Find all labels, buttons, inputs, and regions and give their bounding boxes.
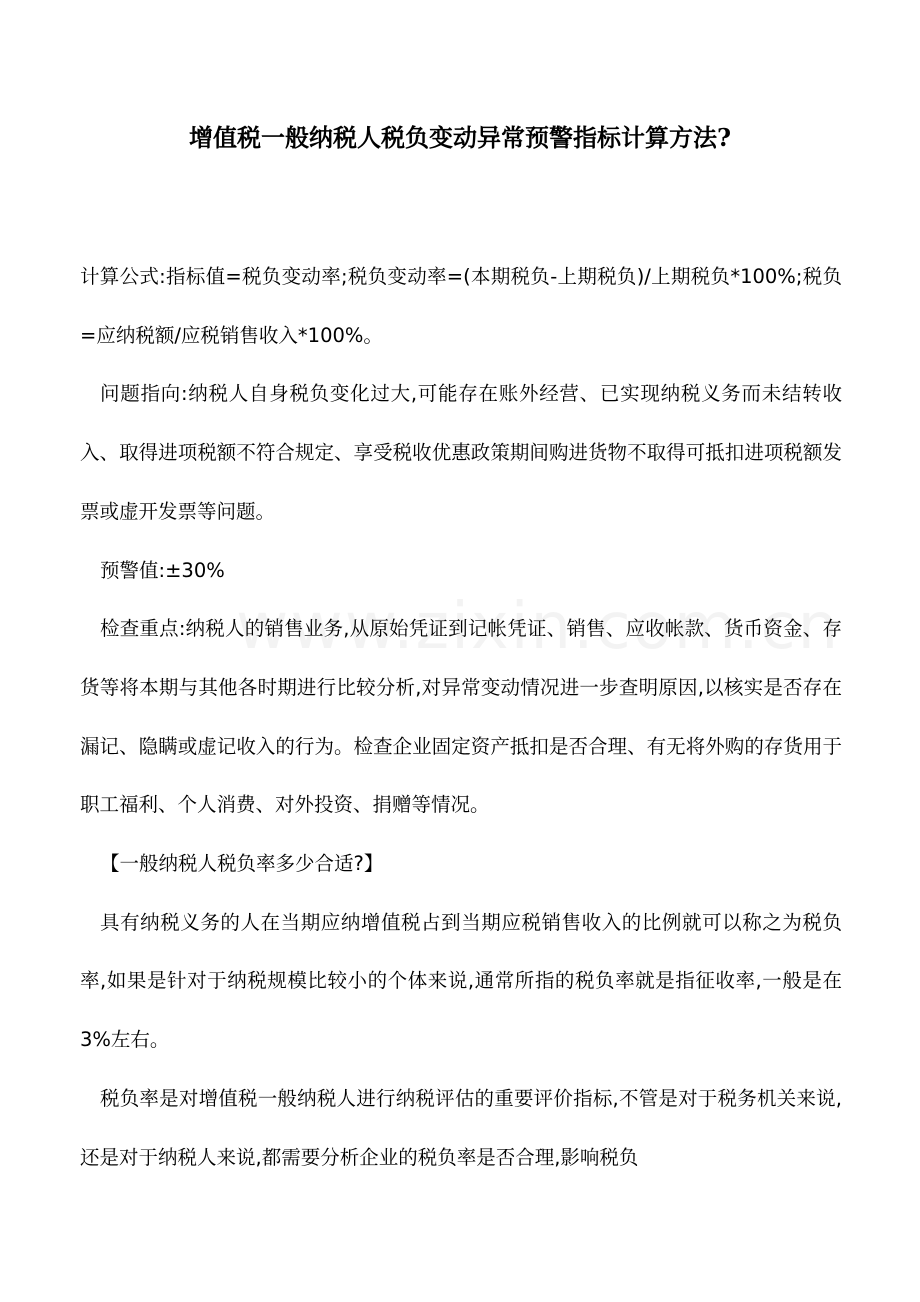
paragraph-evaluation: 税负率是对增值税一般纳税人进行纳税评估的重要评价指标,不管是对于税务机关来说,还是对于纳税人来说,都需要分析企业的税负率是否合理,影响税负 <box>80 1086 842 1169</box>
section-heading: 【一般纳税人税负率多少合适?】 <box>100 852 384 876</box>
document-body <box>80 248 842 1187</box>
paragraph-warning-value: 预警值:±30% <box>100 558 225 582</box>
paragraph-inspection: 检查重点:纳税人的销售业务,从原始凭证到记帐凭证、销售、应收帐款、货币资金、存货等将本期与其他各时期进行比较分析,对异常变动情况进一步查明原因,以核实是否存在漏记、隐瞒或虚记收入的行为。检查企业固定资产抵扣是否合理、有无将外购的存货用于职工福利、个人消费、对外投资、捐赠等情况。 <box>80 617 842 817</box>
paragraph-formula: 计算公式:指标值=税负变动率;税负变动率=(本期税负-上期税负)/上期税负*100%;税负=应纳税额/应税销售收入*100%。 <box>80 265 842 347</box>
paragraph-definition: 具有纳税义务的人在当期应纳增值税占到当期应税销售收入的比例就可以称之为税负率,如果是针对于纳税规模比较小的个体来说,通常所指的税负率就是指征收率,一般是在 3%左右。 <box>80 910 842 1052</box>
paragraph-problem: 问题指向:纳税人自身税负变化过大,可能存在账外经营、已实现纳税义务而未结转收入、取得进项税额不符合规定、享受税收优惠政策期间购进货物不取得可抵扣进项税额发票或虚开发票等问题。 <box>80 382 842 523</box>
document-title: 增值税一般纳税人税负变动异常预警指标计算方法? <box>188 123 732 152</box>
